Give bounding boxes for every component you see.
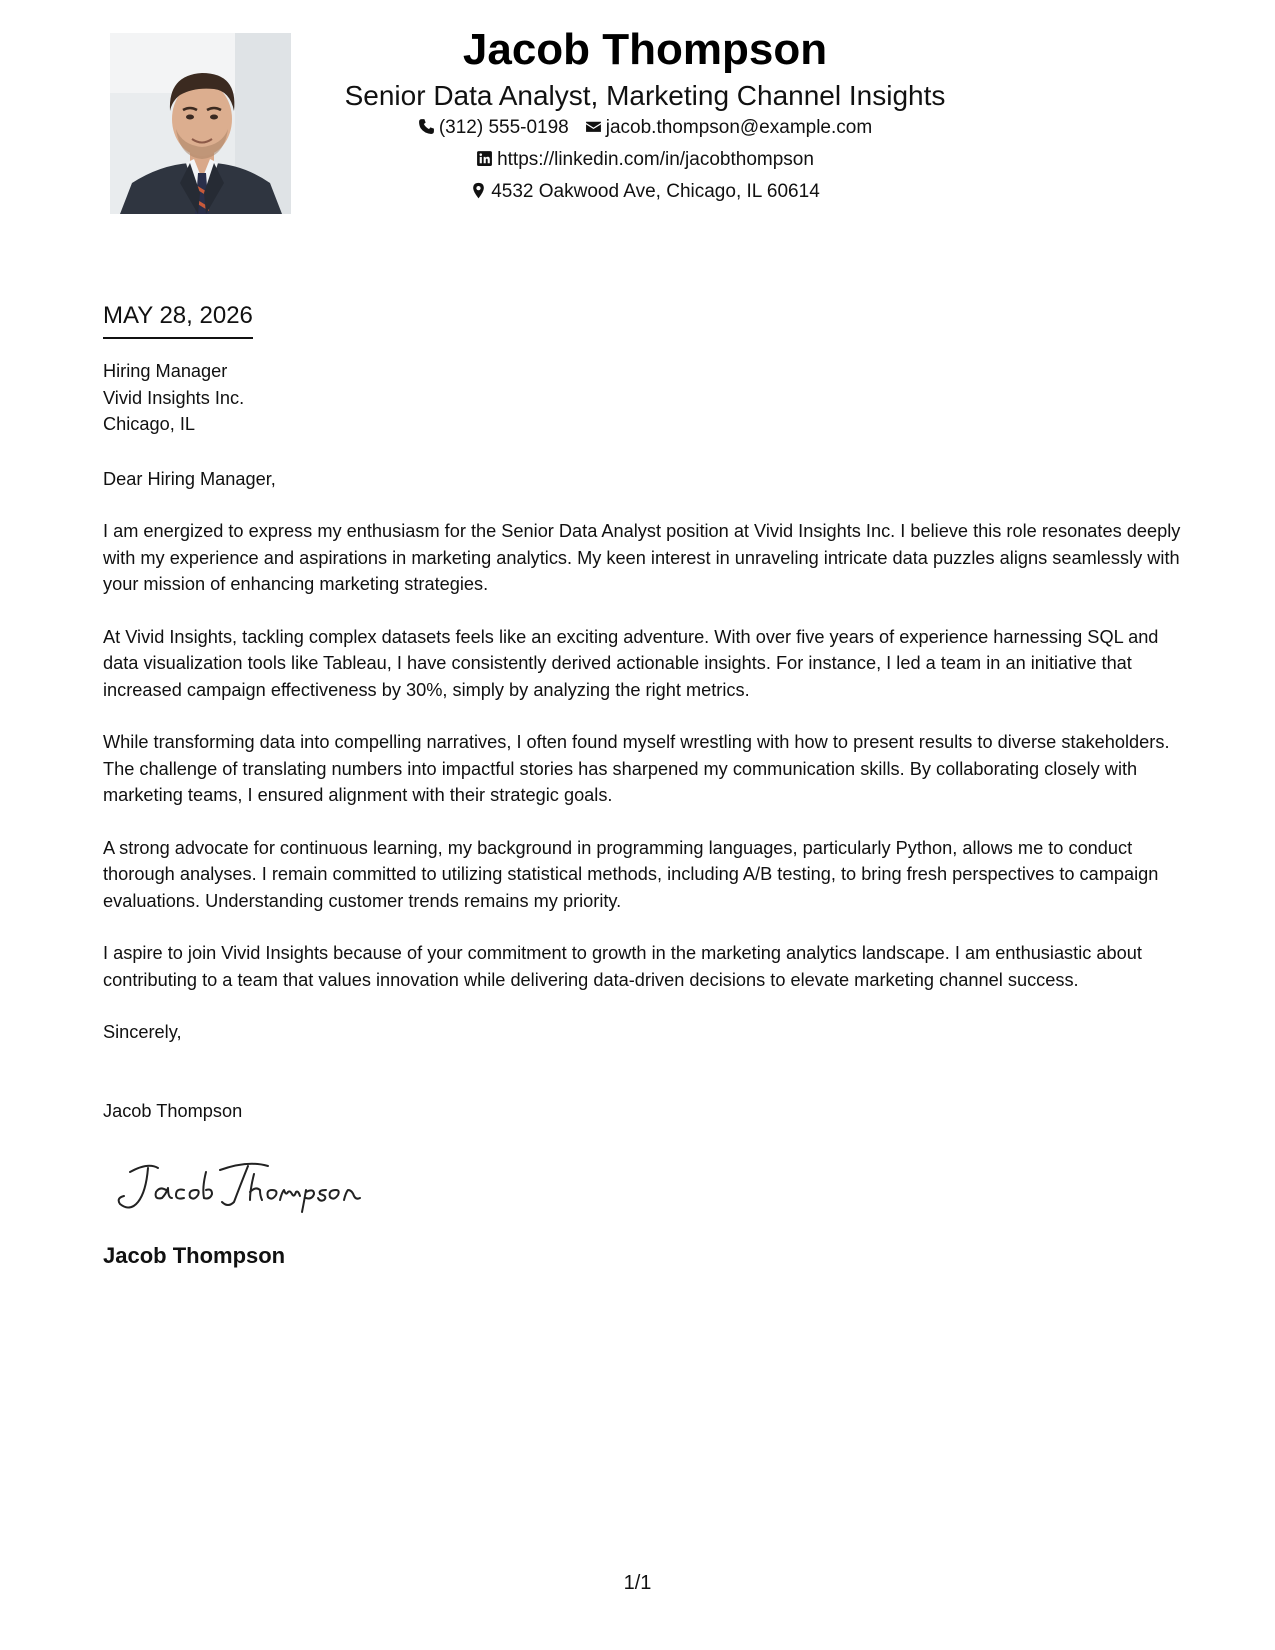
recipient-line: Chicago, IL [103,414,196,434]
contact-linkedin [476,144,814,176]
map-marker-icon [470,182,487,199]
contact-address [470,176,820,208]
contact-line-primary [290,112,1000,144]
letter-date: MAY 28, 2026 [103,300,253,339]
letter-header [290,22,1000,208]
body-paragraph: While transforming data into compelling narratives, I often found myself wrestling with how to present results to diverse stakeholders. The challenge of translating numbers into impactful stories has sharpened my communication skills. By collaborating closely with marketing teams, I ensured alignment with their strategic goals. [103,732,1170,805]
body-paragraph: I aspire to join Vivid Insights because of your commitment to growth in the marketing analytics landscape. I am enthusiastic about contributing to a team that values innovation while delivering data-driven decisions to elevate marketing channel success. [103,943,1142,990]
recipient-block [103,358,1183,438]
phone-icon [418,118,435,135]
handwritten-signature [108,1152,368,1222]
candidate-name: Jacob Thompson [462,25,828,74]
body-paragraph: I am energized to express my enthusiasm for the Senior Data Analyst position at Vivid Insights Inc. I believe this role resonates deeply with my experience and aspirations in marketing analytics. My keen interest in unraveling intricate data puzzles aligns seamlessly with your mission of enhancing marketing strategies. [103,521,1181,594]
contact-email [585,112,872,144]
candidate-title: Senior Data Analyst, Marketing Channel Insights [344,80,946,111]
body-paragraph: A strong advocate for continuous learning, my background in programming languages, particularly Python, allows me to conduct thorough analyses. I remain committed to utilizing statistical methods, including A/B testing, to bring fresh perspectives to campaign evaluations. Understanding customer trends remains my priority. [103,837,1159,911]
contact-line-linkedin [290,144,1000,176]
phone-number[interactable]: (312) 555-0198 [438,117,569,138]
email-address[interactable]: jacob.thompson@example.com [605,117,873,138]
recipient-line: Vivid Insights Inc. [103,387,245,408]
salutation: Dear Hiring Manager, [103,468,276,489]
signer-name: Jacob Thompson [103,1243,286,1268]
envelope-icon [585,118,602,135]
body-paragraph: At Vivid Insights, tackling complex datasets feels like an exciting adventure. With over five years of experience harnessing SQL and data visualization tools like Tableau, I have consistently derived actionable insights. For instance, I led a team in an initiative that increased campaign effectiveness by 30%, simply by analyzing the right metrics. [103,626,1159,700]
typed-name: Jacob Thompson [103,1100,243,1121]
profile-photo [110,33,291,214]
letter-body [103,358,1183,1150]
closing: Sincerely, [103,1022,182,1042]
page-number: 1/1 [623,1572,652,1594]
contact-phone [418,112,569,144]
linkedin-icon [476,150,493,167]
recipient-line: Hiring Manager [103,361,228,381]
linkedin-url[interactable]: https://linkedin.com/in/jacobthompson [497,149,814,170]
contact-line-address [290,176,1000,208]
street-address: 4532 Oakwood Ave, Chicago, IL 60614 [491,181,820,202]
